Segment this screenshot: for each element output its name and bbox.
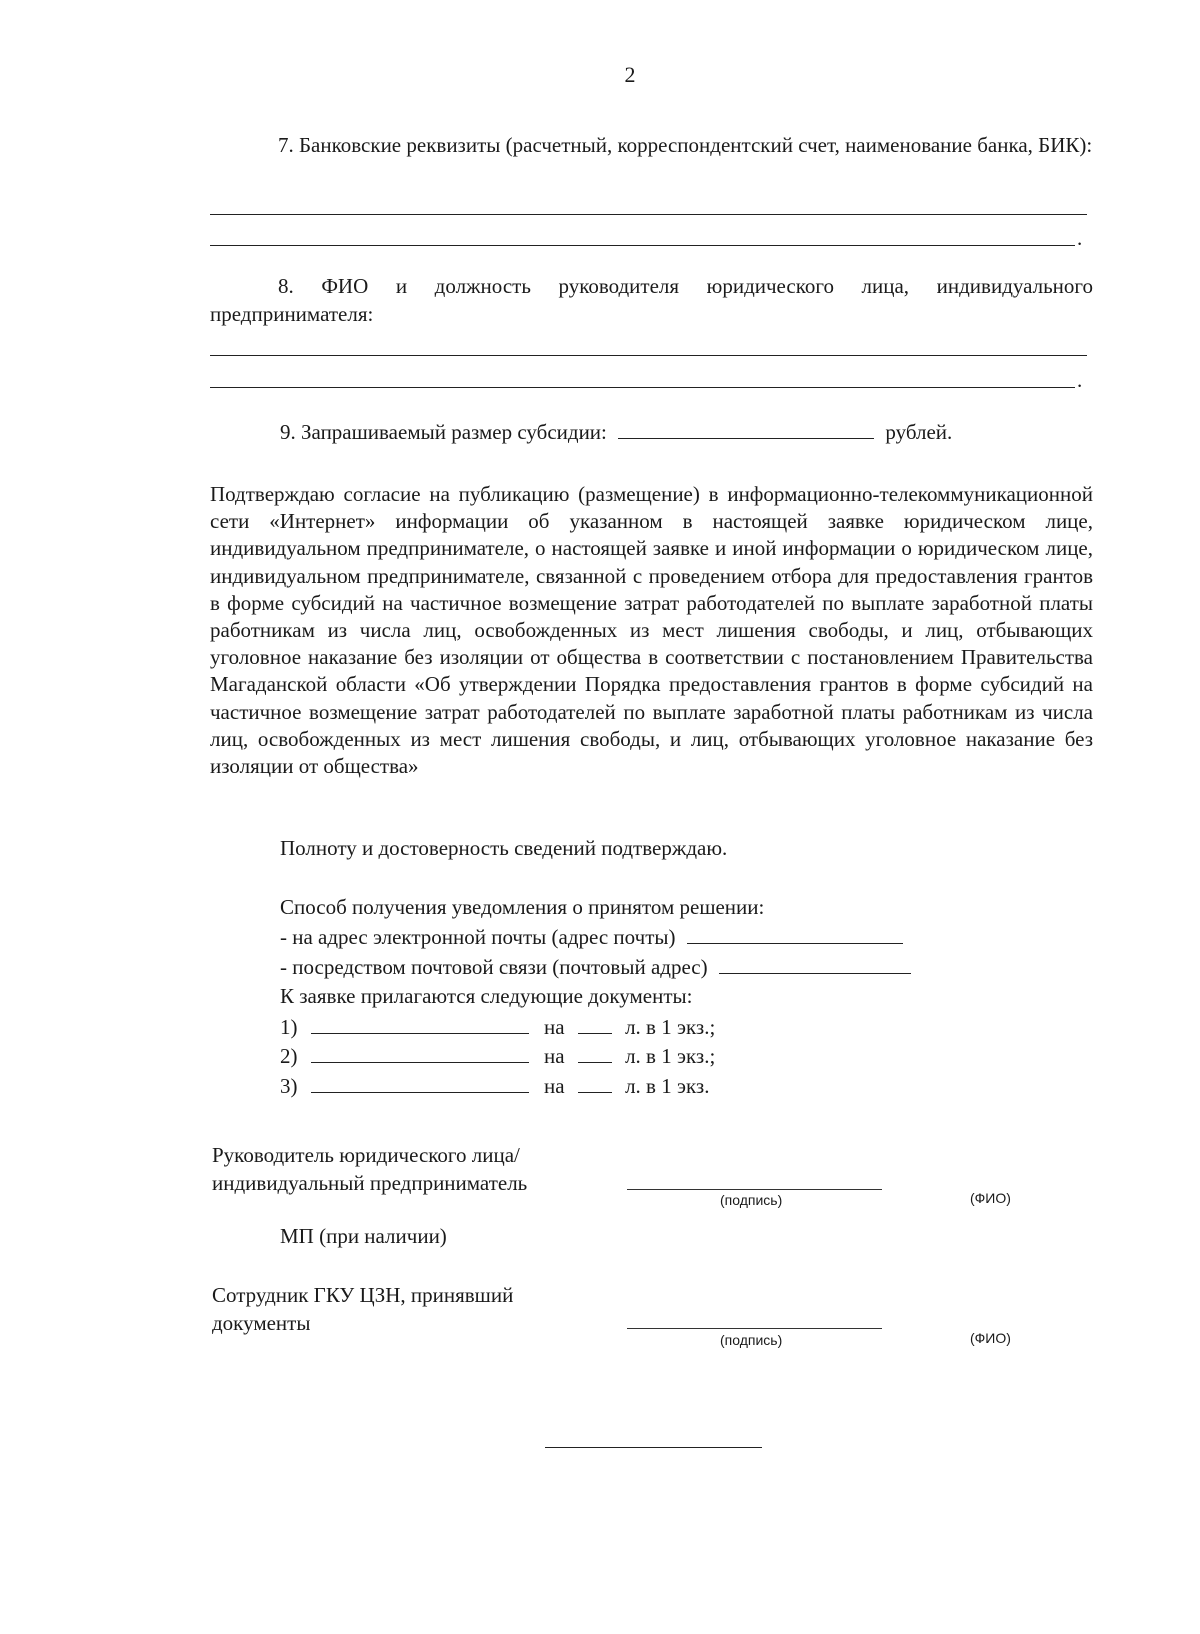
attachment-pages-field-1[interactable]	[578, 1013, 612, 1034]
attachment-num: 2)	[280, 1044, 298, 1068]
section-8-fill-line-1[interactable]	[210, 355, 1087, 356]
section-8-text: 8. ФИО и должность руководителя юридического лица, индивидуального предпринимателя:	[210, 274, 1093, 326]
employee-signature-caption: (подпись)	[720, 1332, 783, 1348]
notification-email-label: - на адрес электронной почты (адрес почты)	[280, 925, 676, 949]
section-7-dot: .	[1077, 226, 1083, 250]
head-signatory-label	[212, 1141, 527, 1197]
section-9-row	[280, 418, 952, 446]
attachment-row-3	[280, 1072, 709, 1100]
attachment-on: на	[544, 1044, 565, 1068]
notification-email-row	[280, 923, 903, 951]
confirm-text: Полноту и достоверность сведений подтверждаю.	[280, 836, 728, 860]
attachment-name-field-2[interactable]	[311, 1042, 529, 1063]
attachment-suffix: л. в 1 экз.;	[625, 1015, 716, 1039]
consent-paragraph: Подтверждаю согласие на публикацию (размещение) в информационно-телекоммуникационной сети «Интернет» информации об указанном в настоящей заявке юридическом лице, индивидуальном предпринимателе, о настоящей заявке и иной информации о юридическом лице, индивидуальном предпринимателе, связанной с проведением отбора для предоставления грантов в форме субсидий на частичное возмещение затрат работодателей по выплате заработной платы работникам из числа лиц, освобожденных из мест лишения свободы, и лиц, отбывающих уголовное наказание без изоляции от общества в соответствии с постановлением Правительства Магаданской области «Об утверждении Порядка предоставления грантов в форме субсидий на частичное возмещение затрат работодателей по выплате заработной платы работникам из числа лиц, освобожденных из мест лишения свободы, и лиц, отбывающих уголовное наказание без изоляции от общества»	[210, 482, 1093, 779]
head-signatory-line-2: индивидуальный предприниматель	[212, 1171, 528, 1195]
attachment-on: на	[544, 1074, 565, 1098]
stamp-label: МП (при наличии)	[280, 1224, 447, 1248]
attachment-suffix: л. в 1 экз.	[625, 1074, 710, 1098]
employee-signatory-line-1: Сотрудник ГКУ ЦЗН, принявший	[212, 1283, 514, 1307]
postal-address-field[interactable]	[719, 953, 911, 974]
attachment-on: на	[544, 1015, 565, 1039]
attachment-row-1	[280, 1013, 715, 1041]
attachment-name-field-1[interactable]	[311, 1013, 529, 1034]
head-signatory-line-1: Руководитель юридического лица/	[212, 1143, 520, 1167]
head-signature-line[interactable]	[627, 1189, 882, 1190]
attachments-title: К заявке прилагаются следующие документы:	[280, 984, 693, 1008]
section-8-fill-line-2[interactable]	[210, 387, 1075, 388]
employee-signatory-label	[212, 1281, 513, 1337]
employee-signature-line[interactable]	[627, 1328, 882, 1329]
section-9-label: 9. Запрашиваемый размер субсидии:	[280, 420, 607, 444]
attachment-num: 3)	[280, 1074, 298, 1098]
employee-signatory-line-2: документы	[212, 1311, 311, 1335]
attachment-name-field-3[interactable]	[311, 1072, 529, 1093]
section-9-unit: рублей.	[885, 420, 953, 444]
head-signature-caption: (подпись)	[720, 1192, 783, 1208]
page-number: 2	[624, 62, 636, 87]
section-8-dot: .	[1077, 368, 1083, 392]
subsidy-amount-field[interactable]	[618, 418, 874, 439]
employee-name-caption: (ФИО)	[970, 1330, 1011, 1346]
head-name-caption: (ФИО)	[970, 1190, 1011, 1206]
section-7-fill-line-2[interactable]	[210, 245, 1075, 246]
attachment-pages-field-2[interactable]	[578, 1042, 612, 1063]
attachment-pages-field-3[interactable]	[578, 1072, 612, 1093]
attachment-num: 1)	[280, 1015, 298, 1039]
email-address-field[interactable]	[687, 923, 903, 944]
attachment-row-2	[280, 1042, 715, 1070]
notification-post-label: - посредством почтовой связи (почтовый адрес)	[280, 955, 708, 979]
attachment-suffix: л. в 1 экз.;	[625, 1044, 716, 1068]
notification-post-row	[280, 953, 911, 981]
notification-title: Способ получения уведомления о принятом решении:	[280, 895, 765, 919]
section-7-fill-line-1[interactable]	[210, 214, 1087, 215]
closing-separator-line	[545, 1447, 762, 1448]
section-7-text: 7. Банковские реквизиты (расчетный, корреспондентский счет, наименование банка, БИК):	[278, 133, 1093, 157]
